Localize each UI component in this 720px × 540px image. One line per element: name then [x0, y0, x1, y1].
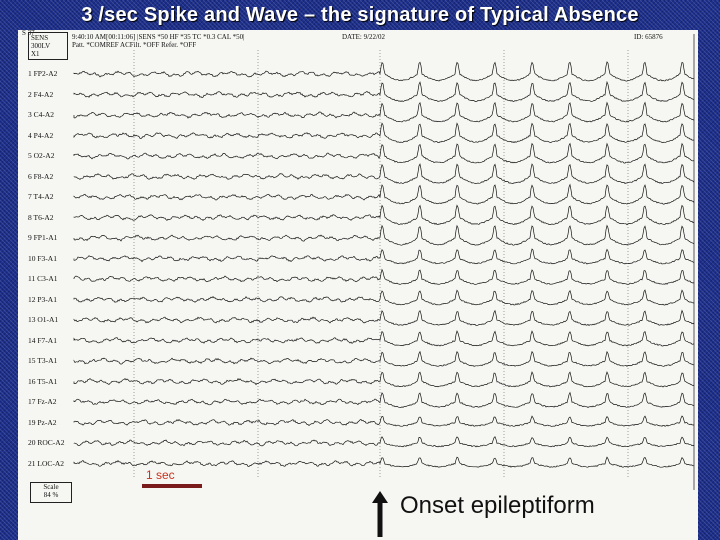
- eeg-trace: [74, 205, 694, 224]
- channel-label: 3 C4-A2: [28, 110, 55, 119]
- channel-label: 12 P3-A1: [28, 294, 57, 304]
- channel-label: 20 ROC-A2: [28, 438, 65, 447]
- channel-label: 9 FP1-A1: [28, 233, 58, 242]
- slide-title: 3 /sec Spike and Wave – the signature of Typical Absence: [81, 4, 639, 26]
- channel-label: 14 F7-A1: [28, 335, 57, 345]
- eeg-trace: [74, 393, 694, 408]
- eeg-trace: [74, 144, 694, 164]
- channel-label: 13 O1-A1: [28, 315, 59, 324]
- channel-label: 21 LOC-A2: [28, 458, 65, 468]
- header-date: DATE: 9/22/02: [342, 33, 385, 41]
- time-marker-label: 1 sec: [146, 468, 175, 482]
- eeg-trace: [74, 331, 694, 346]
- channel-label: 10 F3-A1: [28, 253, 57, 263]
- eeg-trace: [74, 62, 694, 81]
- eeg-trace: [74, 249, 694, 264]
- eeg-trace: [74, 123, 694, 142]
- header-line-1: 9:40:10 AM[00:11:06] |SENS *50 HF *35 TC *0.3 CAL *50|: [72, 33, 245, 41]
- channel-label: 16 T5-A1: [28, 376, 58, 386]
- eeg-trace: [74, 290, 694, 305]
- header-id: ID: 65876: [634, 33, 663, 41]
- eeg-trace: [74, 103, 694, 123]
- settings-voltage: 300LV: [31, 42, 51, 50]
- eeg-recording: [18, 30, 698, 540]
- channel-label: 6 F8-A2: [28, 171, 54, 181]
- onset-label: Onset epileptiform: [400, 492, 595, 519]
- eeg-trace: [74, 226, 694, 246]
- time-marker-bar: [142, 484, 202, 488]
- channel-label: 1 FP2-A2: [28, 69, 58, 78]
- eeg-trace: [74, 164, 694, 184]
- eeg-traces: [18, 30, 698, 540]
- settings-sens: SENS: [31, 34, 49, 42]
- channel-label: 2 F4-A2: [28, 89, 54, 99]
- eeg-trace: [74, 416, 694, 426]
- channel-label: 11 C3-A1: [28, 274, 58, 283]
- channel-label: 17 Fz-A2: [28, 397, 57, 406]
- onset-arrow-icon: [372, 491, 388, 537]
- eeg-trace: [74, 372, 694, 387]
- channel-label: 19 Pz-A2: [28, 417, 57, 427]
- channel-label: 4 P4-A2: [28, 130, 54, 140]
- eeg-trace: [74, 457, 694, 467]
- scale-label: Scale: [43, 483, 59, 491]
- channel-label: 8 T6-A2: [28, 212, 54, 222]
- channel-label: 7 T4-A2: [28, 192, 54, 201]
- channel-label: 15 T3-A1: [28, 356, 58, 365]
- eeg-trace: [74, 82, 694, 102]
- settings-gain: X1: [31, 50, 40, 58]
- eeg-trace: [74, 311, 694, 326]
- eeg-trace: [74, 437, 694, 447]
- header-line-2: Patt. *COMREF ACFilt. *OFF Refer. *OFF: [72, 41, 197, 49]
- scale-value: 84 %: [43, 491, 59, 499]
- eeg-trace: [74, 352, 694, 367]
- scale-box: [30, 482, 72, 503]
- eeg-trace: [74, 185, 694, 205]
- settings-box: [28, 32, 68, 60]
- channel-label: 5 O2-A2: [28, 151, 55, 160]
- eeg-trace: [74, 270, 694, 285]
- page-corner-number: S 37: [22, 29, 35, 37]
